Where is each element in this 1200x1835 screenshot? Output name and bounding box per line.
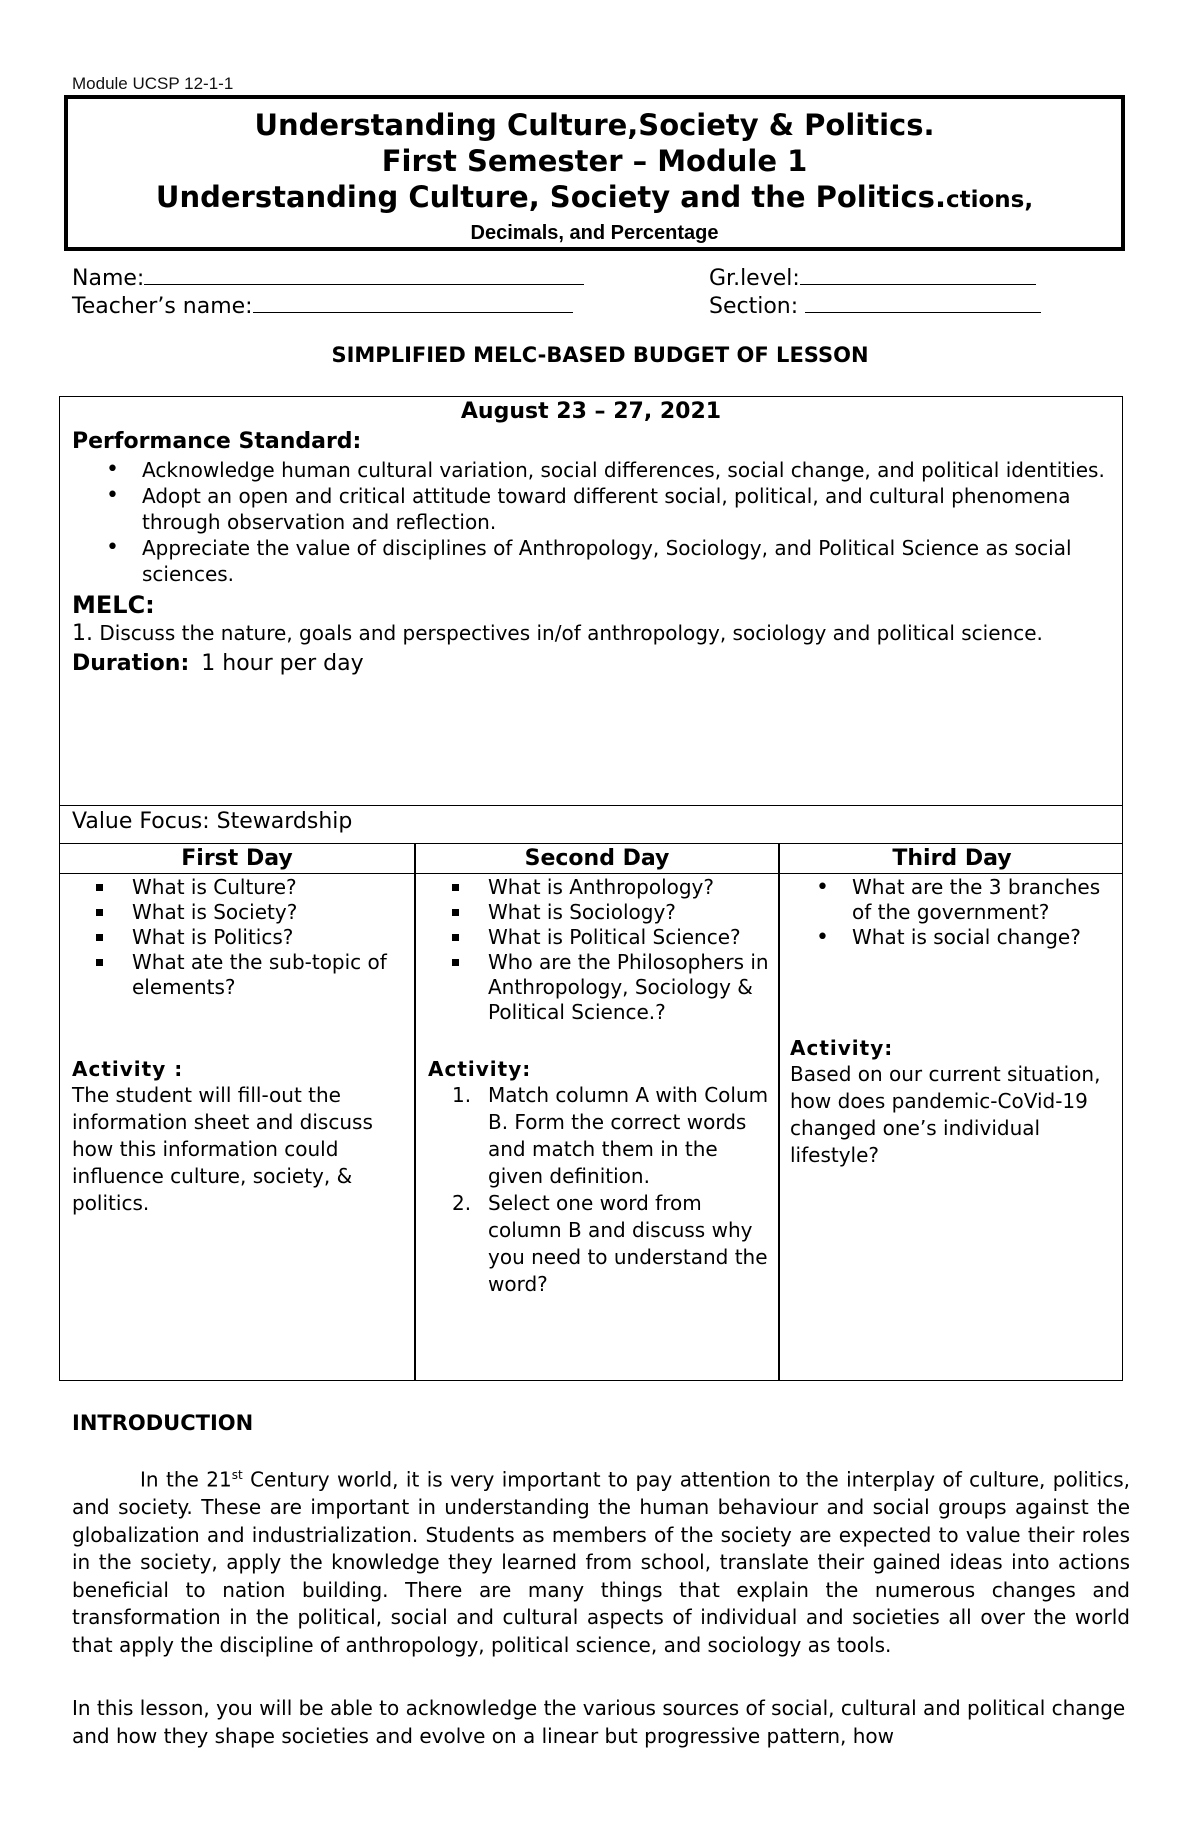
value-focus: Value Focus: Stewardship bbox=[72, 809, 353, 834]
divider bbox=[60, 805, 1122, 806]
question-item: • What are the 3 branches of the government? bbox=[852, 875, 1120, 925]
introduction-paragraph-1 bbox=[72, 1462, 1130, 1659]
second-day-heading: Second Day bbox=[524, 846, 670, 871]
title-line-1: Understanding Culture,Society & Politics. bbox=[254, 108, 935, 142]
lesson-date: August 23 – 27, 2021 bbox=[460, 399, 722, 424]
activity-text: Based on our current situation, how does pandemic-CoVid-19 changed one’s individual lifestyle? bbox=[790, 1062, 1101, 1167]
teacher-name-field[interactable] bbox=[72, 290, 573, 319]
second-day-column bbox=[416, 875, 776, 1298]
name-label: Name: bbox=[72, 266, 145, 291]
introduction-heading: INTRODUCTION bbox=[72, 1411, 254, 1435]
question-item: Who are the Philosophers in Anthropology, Sociology & Political Science.? bbox=[488, 950, 776, 1025]
activity-step bbox=[452, 1190, 776, 1298]
teacher-name-label: Teacher’s name: bbox=[72, 294, 253, 319]
title-line-3 bbox=[68, 179, 1121, 218]
question-item: What is Anthropology? bbox=[488, 875, 776, 900]
third-day-activity bbox=[780, 1036, 1120, 1169]
melc-item bbox=[72, 620, 1110, 647]
question-item: What is Politics? bbox=[132, 925, 405, 950]
second-day-activity-label bbox=[416, 1057, 776, 1082]
first-day-questions bbox=[60, 875, 405, 1000]
melc-number: 1. bbox=[72, 621, 93, 646]
title-line-3-main: Understanding Culture, Society and the Politics. bbox=[155, 180, 946, 214]
section-label: Section: bbox=[709, 294, 799, 319]
standard-item: • Adopt an open and critical attitude toward different social, political, and cultural phenomena through observation and reflection. bbox=[142, 483, 1110, 535]
divider bbox=[60, 873, 1122, 874]
standard-item: • Acknowledge human cultural variation, social differences, social change, and political identities. bbox=[142, 457, 1110, 483]
duration bbox=[72, 649, 1110, 679]
section-blank[interactable] bbox=[805, 290, 1041, 313]
duration-value: 1 hour per day bbox=[201, 651, 364, 676]
activity-label: Activity: bbox=[790, 1036, 894, 1060]
step-text: Match column A with Colum B. Form the correct words and match them in the given definition. bbox=[488, 1083, 769, 1188]
name-field[interactable] bbox=[72, 262, 584, 291]
budget-heading: SIMPLIFIED MELC-BASED BUDGET OF LESSON bbox=[331, 343, 869, 367]
activity-label: Activity : bbox=[72, 1057, 184, 1081]
activity-label: Activity: bbox=[428, 1057, 532, 1081]
lesson-budget-table bbox=[59, 396, 1123, 1381]
performance-standard-label: Performance Standard: bbox=[72, 429, 362, 454]
title-line-3-tail: ctions, bbox=[945, 187, 1034, 213]
grade-level-label: Gr.level: bbox=[709, 266, 800, 291]
melc-label: MELC: bbox=[72, 591, 155, 619]
second-day-activity-steps bbox=[416, 1082, 776, 1298]
activity-text: The student will fill-out the information sheet and discuss how this information could influence culture, society, & politics. bbox=[72, 1083, 373, 1215]
question-item: What is Culture? bbox=[132, 875, 405, 900]
question-item: What is Political Science? bbox=[488, 925, 776, 950]
standards-list bbox=[72, 457, 1110, 587]
third-day-questions bbox=[780, 875, 1120, 950]
activity-step bbox=[452, 1082, 776, 1190]
grade-level-field[interactable] bbox=[709, 262, 1036, 291]
intro-p1-start: In the 21 bbox=[140, 1467, 232, 1492]
standard-item: • Appreciate the value of disciplines of Anthropology, Sociology, and Political Science as social sciences. bbox=[142, 535, 1110, 587]
step-text: Select one word from column B and discuss why you need to understand the word? bbox=[488, 1191, 768, 1296]
divider bbox=[60, 843, 1122, 844]
introduction-paragraph-2: In this lesson, you will be able to acknowledge the various sources of social, cultural and political change and how they shape societies and evolve on a linear but progressive pattern, how bbox=[72, 1696, 1126, 1748]
question-item: What is Sociology? bbox=[488, 900, 776, 925]
second-day-questions bbox=[416, 875, 776, 1025]
first-day-heading: First Day bbox=[181, 846, 293, 871]
title-line-4: Decimals, and Percentage bbox=[470, 222, 719, 244]
duration-label: Duration: bbox=[72, 651, 190, 676]
name-blank[interactable] bbox=[144, 262, 584, 285]
first-day-column bbox=[60, 875, 405, 1217]
teacher-name-blank[interactable] bbox=[253, 290, 573, 313]
intro-p1-rest: Century world, it is very important to pay attention to the interplay of culture, politics, and society. These are important in understanding the human behaviour and social groups against the globalization and industrialization. Students as members of the society are expected to value their roles in the society, apply the knowledge they learned from school, translate their gained ideas into actions beneficial to nation building. There are many things that explain the numerous changes and transformation in the political, social and cultural aspects of individual and societies all over the world that apply the discipline of anthropology, political science, and sociology as tools. bbox=[72, 1467, 1130, 1657]
question-item: What is Society? bbox=[132, 900, 405, 925]
grade-level-blank[interactable] bbox=[800, 262, 1036, 285]
performance-standard-section bbox=[72, 427, 1110, 679]
question-item: What ate the sub-topic of elements? bbox=[132, 950, 405, 1000]
third-day-heading: Third Day bbox=[892, 846, 1012, 871]
step-number: 1. bbox=[452, 1083, 472, 1107]
title-line-2: First Semester – Module 1 bbox=[381, 144, 808, 178]
melc-text: Discuss the nature, goals and perspectives in/of anthropology, sociology and political science. bbox=[93, 621, 1043, 645]
title-box bbox=[64, 95, 1125, 251]
first-day-activity bbox=[60, 1057, 405, 1217]
intro-p1-sup: st bbox=[231, 1468, 243, 1482]
section-field[interactable] bbox=[709, 290, 1041, 319]
third-day-column bbox=[780, 875, 1120, 1169]
step-number: 2. bbox=[452, 1191, 472, 1215]
question-item: • What is social change? bbox=[852, 925, 1120, 950]
module-code: Module UCSP 12-1-1 bbox=[72, 74, 234, 93]
